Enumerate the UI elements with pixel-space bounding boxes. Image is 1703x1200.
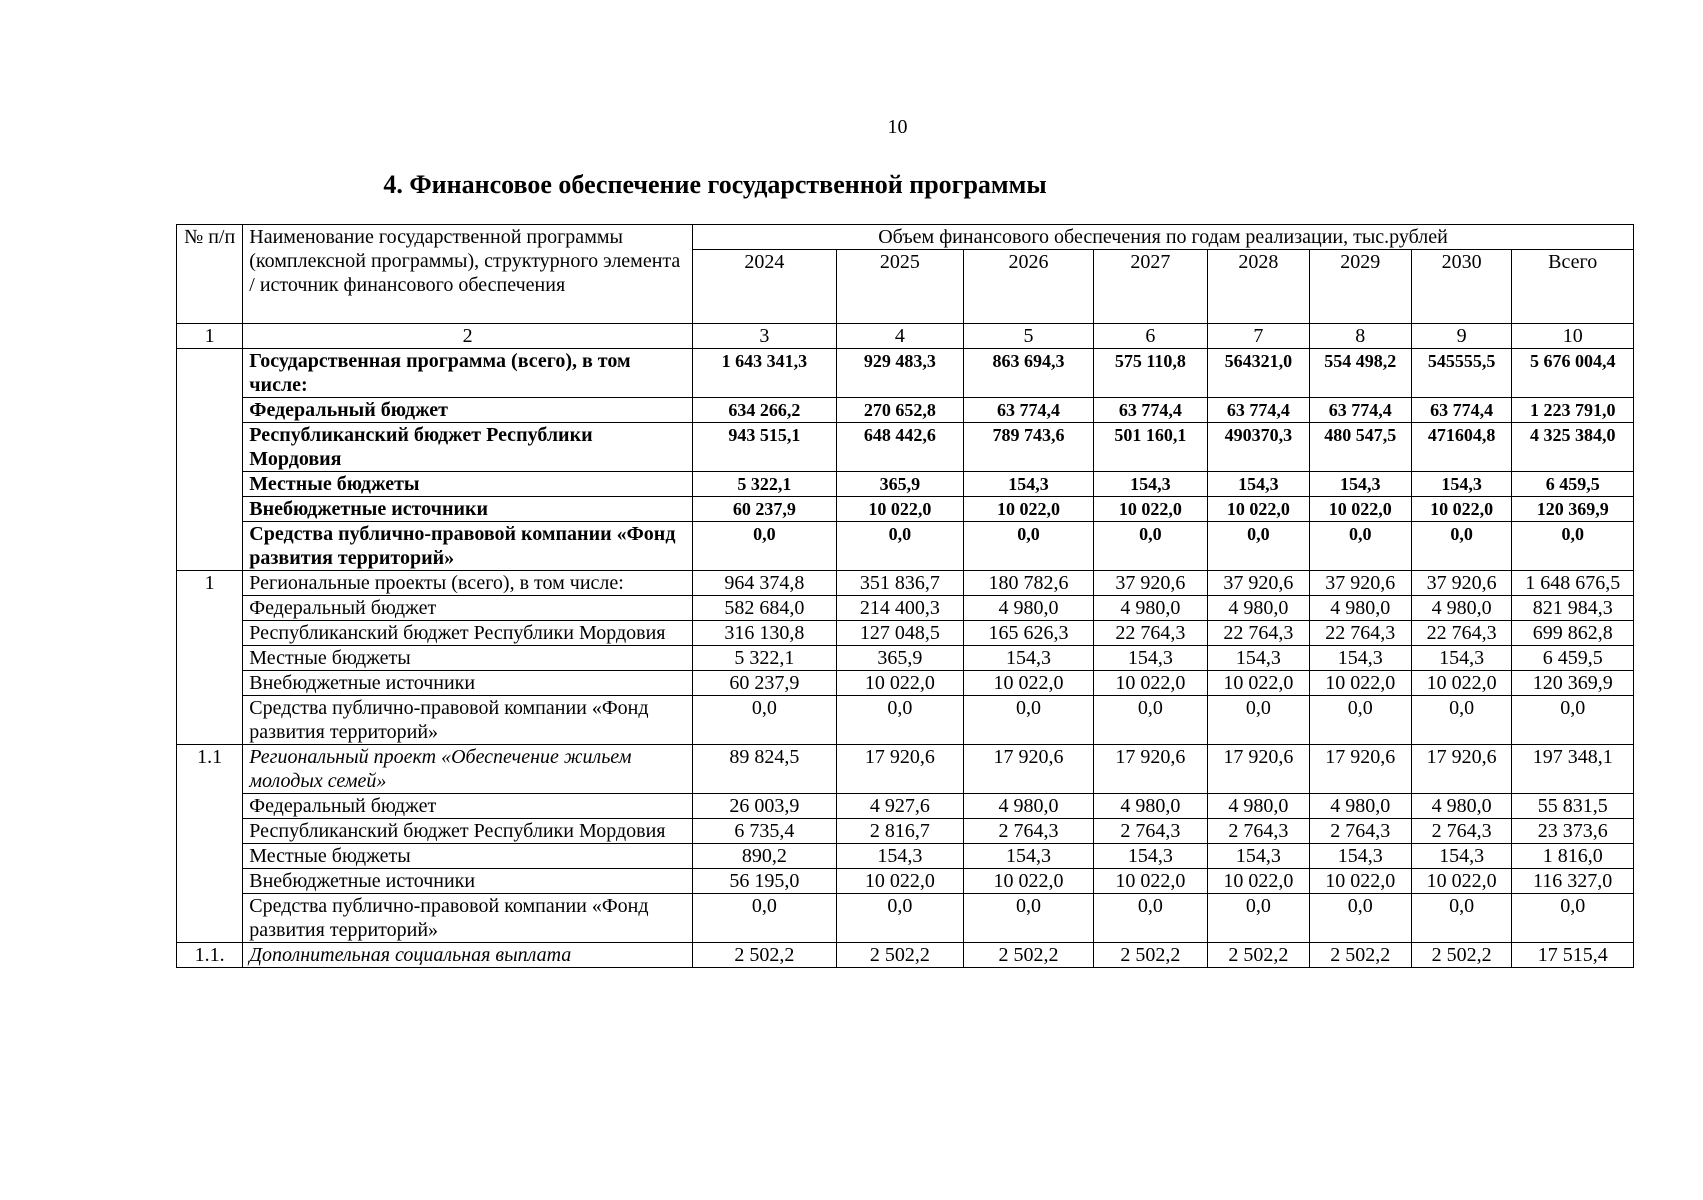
row-number bbox=[177, 349, 243, 571]
cell-value: 17 920,6 bbox=[836, 745, 964, 794]
row-name: Федеральный бюджет bbox=[243, 398, 693, 423]
cell-value: 2 502,2 bbox=[1411, 943, 1511, 968]
cell-value: 575 110,8 bbox=[1093, 349, 1207, 398]
table-row bbox=[177, 497, 1634, 522]
table-row bbox=[177, 423, 1634, 472]
cell-total: 1 816,0 bbox=[1512, 844, 1634, 869]
cell-value: 17 920,6 bbox=[1093, 745, 1207, 794]
cell-value: 154,3 bbox=[964, 646, 1094, 671]
row-name: Государственная программа (всего), в том числе: bbox=[243, 349, 693, 398]
cell-value: 4 980,0 bbox=[1309, 596, 1411, 621]
cell-value: 10 022,0 bbox=[836, 671, 964, 696]
cell-value: 10 022,0 bbox=[1208, 869, 1309, 894]
cell-value: 63 774,4 bbox=[1208, 398, 1309, 423]
cell-value: 154,3 bbox=[1208, 646, 1309, 671]
cell-value: 6 735,4 bbox=[693, 819, 837, 844]
cell-total: 0,0 bbox=[1512, 894, 1634, 943]
cell-value: 0,0 bbox=[1411, 894, 1511, 943]
header-year: 2026 bbox=[964, 250, 1094, 324]
table-row bbox=[177, 472, 1634, 497]
cell-total: 6 459,5 bbox=[1512, 646, 1634, 671]
cell-value: 22 764,3 bbox=[1309, 621, 1411, 646]
header-no: № п/п bbox=[177, 225, 243, 324]
cell-value: 10 022,0 bbox=[1208, 497, 1309, 522]
table-row bbox=[177, 869, 1634, 894]
cell-value: 10 022,0 bbox=[964, 671, 1094, 696]
table-row bbox=[177, 349, 1634, 398]
row-number: 1.1. bbox=[177, 943, 243, 968]
table-row bbox=[177, 522, 1634, 571]
cell-value: 214 400,3 bbox=[836, 596, 964, 621]
cell-value: 0,0 bbox=[836, 894, 964, 943]
cell-value: 154,3 bbox=[1411, 472, 1511, 497]
cell-value: 154,3 bbox=[964, 472, 1094, 497]
cell-value: 2 502,2 bbox=[836, 943, 964, 968]
cell-value: 22 764,3 bbox=[1093, 621, 1207, 646]
cell-value: 0,0 bbox=[1411, 522, 1511, 571]
header-total: Всего bbox=[1512, 250, 1634, 324]
cell-value: 564321,0 bbox=[1208, 349, 1309, 398]
cell-value: 490370,3 bbox=[1208, 423, 1309, 472]
cell-value: 10 022,0 bbox=[1208, 671, 1309, 696]
header-year: 2024 bbox=[693, 250, 837, 324]
column-number: 3 bbox=[693, 324, 837, 349]
cell-value: 63 774,4 bbox=[1309, 398, 1411, 423]
cell-value: 154,3 bbox=[1093, 472, 1207, 497]
cell-total: 23 373,6 bbox=[1512, 819, 1634, 844]
table-row bbox=[177, 621, 1634, 646]
cell-total: 120 369,9 bbox=[1512, 497, 1634, 522]
page-number: 10 bbox=[887, 116, 908, 138]
cell-total: 55 831,5 bbox=[1512, 794, 1634, 819]
table-row bbox=[177, 696, 1634, 745]
cell-value: 0,0 bbox=[1309, 894, 1411, 943]
cell-value: 0,0 bbox=[964, 696, 1094, 745]
column-number: 2 bbox=[243, 324, 693, 349]
cell-value: 154,3 bbox=[1309, 646, 1411, 671]
cell-value: 37 920,6 bbox=[1411, 571, 1511, 596]
column-number: 6 bbox=[1093, 324, 1207, 349]
header-year: 2029 bbox=[1309, 250, 1411, 324]
cell-value: 0,0 bbox=[693, 894, 837, 943]
cell-value: 4 980,0 bbox=[1208, 794, 1309, 819]
cell-value: 63 774,4 bbox=[1411, 398, 1511, 423]
cell-value: 2 502,2 bbox=[693, 943, 837, 968]
cell-total: 197 348,1 bbox=[1512, 745, 1634, 794]
table-row bbox=[177, 943, 1634, 968]
cell-value: 4 980,0 bbox=[1093, 794, 1207, 819]
cell-value: 154,3 bbox=[1093, 646, 1207, 671]
cell-total: 5 676 004,4 bbox=[1512, 349, 1634, 398]
row-name: Внебюджетные источники bbox=[243, 497, 693, 522]
cell-total: 6 459,5 bbox=[1512, 472, 1634, 497]
cell-value: 154,3 bbox=[1309, 844, 1411, 869]
cell-value: 863 694,3 bbox=[964, 349, 1094, 398]
cell-value: 180 782,6 bbox=[964, 571, 1094, 596]
cell-value: 63 774,4 bbox=[1093, 398, 1207, 423]
cell-total: 821 984,3 bbox=[1512, 596, 1634, 621]
cell-value: 545555,5 bbox=[1411, 349, 1511, 398]
cell-value: 10 022,0 bbox=[1309, 497, 1411, 522]
cell-value: 10 022,0 bbox=[836, 497, 964, 522]
column-number: 10 bbox=[1512, 324, 1634, 349]
cell-value: 0,0 bbox=[1093, 522, 1207, 571]
header-year: 2028 bbox=[1208, 250, 1309, 324]
header-group: Объем финансового обеспечения по годам реализации, тыс.рублей bbox=[693, 225, 1634, 250]
row-name: Средства публично-правовой компании «Фонд развития территорий» bbox=[243, 522, 693, 571]
cell-value: 2 764,3 bbox=[964, 819, 1094, 844]
cell-value: 0,0 bbox=[1309, 696, 1411, 745]
cell-value: 943 515,1 bbox=[693, 423, 837, 472]
row-name: Дополнительная социальная выплата bbox=[243, 943, 693, 968]
cell-value: 2 502,2 bbox=[1309, 943, 1411, 968]
cell-value: 4 980,0 bbox=[1411, 596, 1511, 621]
cell-value: 10 022,0 bbox=[1093, 671, 1207, 696]
row-name: Местные бюджеты bbox=[243, 646, 693, 671]
row-name: Средства публично-правовой компании «Фонд развития территорий» bbox=[243, 696, 693, 745]
cell-value: 56 195,0 bbox=[693, 869, 837, 894]
cell-value: 2 502,2 bbox=[964, 943, 1094, 968]
cell-value: 10 022,0 bbox=[964, 869, 1094, 894]
table-row bbox=[177, 646, 1634, 671]
cell-value: 154,3 bbox=[836, 844, 964, 869]
cell-value: 165 626,3 bbox=[964, 621, 1094, 646]
cell-value: 154,3 bbox=[1411, 844, 1511, 869]
cell-value: 634 266,2 bbox=[693, 398, 837, 423]
cell-total: 17 515,4 bbox=[1512, 943, 1634, 968]
cell-value: 60 237,9 bbox=[693, 497, 837, 522]
cell-total: 0,0 bbox=[1512, 696, 1634, 745]
cell-value: 2 764,3 bbox=[1309, 819, 1411, 844]
cell-value: 0,0 bbox=[693, 522, 837, 571]
cell-value: 0,0 bbox=[1093, 696, 1207, 745]
cell-value: 89 824,5 bbox=[693, 745, 837, 794]
cell-value: 0,0 bbox=[836, 522, 964, 571]
column-number-row bbox=[177, 324, 1634, 349]
cell-value: 154,3 bbox=[1208, 844, 1309, 869]
cell-value: 0,0 bbox=[964, 522, 1094, 571]
table-row bbox=[177, 819, 1634, 844]
column-number: 5 bbox=[964, 324, 1094, 349]
cell-value: 2 502,2 bbox=[1093, 943, 1207, 968]
cell-value: 0,0 bbox=[1411, 696, 1511, 745]
cell-value: 10 022,0 bbox=[1411, 671, 1511, 696]
cell-total: 4 325 384,0 bbox=[1512, 423, 1634, 472]
table-row bbox=[177, 671, 1634, 696]
cell-total: 1 648 676,5 bbox=[1512, 571, 1634, 596]
cell-value: 1 643 341,3 bbox=[693, 349, 837, 398]
cell-value: 10 022,0 bbox=[1093, 869, 1207, 894]
cell-value: 17 920,6 bbox=[964, 745, 1094, 794]
cell-total: 0,0 bbox=[1512, 522, 1634, 571]
row-name: Внебюджетные источники bbox=[243, 869, 693, 894]
cell-value: 4 980,0 bbox=[964, 794, 1094, 819]
row-name: Региональный проект «Обеспечение жильем молодых семей» bbox=[243, 745, 693, 794]
row-number: 1 bbox=[177, 571, 243, 745]
cell-value: 789 743,6 bbox=[964, 423, 1094, 472]
table-row bbox=[177, 571, 1634, 596]
row-number: 1.1 bbox=[177, 745, 243, 943]
cell-value: 0,0 bbox=[1208, 696, 1309, 745]
cell-value: 154,3 bbox=[1411, 646, 1511, 671]
cell-value: 17 920,6 bbox=[1411, 745, 1511, 794]
cell-value: 17 920,6 bbox=[1208, 745, 1309, 794]
cell-value: 0,0 bbox=[1309, 522, 1411, 571]
column-number: 7 bbox=[1208, 324, 1309, 349]
cell-value: 4 980,0 bbox=[1411, 794, 1511, 819]
column-number: 4 bbox=[836, 324, 964, 349]
table-row bbox=[177, 844, 1634, 869]
cell-value: 22 764,3 bbox=[1411, 621, 1511, 646]
cell-value: 0,0 bbox=[836, 696, 964, 745]
cell-value: 4 980,0 bbox=[964, 596, 1094, 621]
cell-value: 154,3 bbox=[1309, 472, 1411, 497]
table-row bbox=[177, 794, 1634, 819]
column-number: 9 bbox=[1411, 324, 1511, 349]
cell-value: 890,2 bbox=[693, 844, 837, 869]
cell-value: 2 764,3 bbox=[1093, 819, 1207, 844]
row-name: Местные бюджеты bbox=[243, 844, 693, 869]
row-name: Местные бюджеты bbox=[243, 472, 693, 497]
cell-value: 270 652,8 bbox=[836, 398, 964, 423]
table-row bbox=[177, 596, 1634, 621]
row-name: Региональные проекты (всего), в том числе: bbox=[243, 571, 693, 596]
cell-value: 17 920,6 bbox=[1309, 745, 1411, 794]
cell-value: 0,0 bbox=[1208, 894, 1309, 943]
row-name: Внебюджетные источники bbox=[243, 671, 693, 696]
cell-value: 0,0 bbox=[1093, 894, 1207, 943]
cell-value: 471604,8 bbox=[1411, 423, 1511, 472]
cell-value: 0,0 bbox=[964, 894, 1094, 943]
cell-value: 60 237,9 bbox=[693, 671, 837, 696]
cell-value: 4 980,0 bbox=[1208, 596, 1309, 621]
row-name: Федеральный бюджет bbox=[243, 596, 693, 621]
cell-value: 22 764,3 bbox=[1208, 621, 1309, 646]
row-name: Республиканский бюджет Республики Мордовия bbox=[243, 423, 693, 472]
column-number: 1 bbox=[177, 324, 243, 349]
cell-value: 501 160,1 bbox=[1093, 423, 1207, 472]
section-title: 4. Финансовое обеспечение государственной программы bbox=[383, 170, 1047, 199]
cell-value: 10 022,0 bbox=[1411, 497, 1511, 522]
cell-value: 554 498,2 bbox=[1309, 349, 1411, 398]
cell-total: 699 862,8 bbox=[1512, 621, 1634, 646]
financing-table bbox=[176, 224, 1634, 968]
cell-value: 964 374,8 bbox=[693, 571, 837, 596]
cell-value: 4 927,6 bbox=[836, 794, 964, 819]
cell-value: 929 483,3 bbox=[836, 349, 964, 398]
cell-total: 120 369,9 bbox=[1512, 671, 1634, 696]
cell-value: 154,3 bbox=[1093, 844, 1207, 869]
cell-value: 648 442,6 bbox=[836, 423, 964, 472]
row-name: Республиканский бюджет Республики Мордовия bbox=[243, 819, 693, 844]
cell-value: 154,3 bbox=[1208, 472, 1309, 497]
cell-value: 2 816,7 bbox=[836, 819, 964, 844]
cell-value: 0,0 bbox=[1208, 522, 1309, 571]
cell-value: 2 764,3 bbox=[1208, 819, 1309, 844]
cell-total: 1 223 791,0 bbox=[1512, 398, 1634, 423]
cell-value: 0,0 bbox=[693, 696, 837, 745]
cell-value: 365,9 bbox=[836, 646, 964, 671]
cell-value: 4 980,0 bbox=[1309, 794, 1411, 819]
table-row bbox=[177, 745, 1634, 794]
cell-value: 582 684,0 bbox=[693, 596, 837, 621]
cell-value: 10 022,0 bbox=[1309, 671, 1411, 696]
header-year: 2027 bbox=[1093, 250, 1207, 324]
row-name: Федеральный бюджет bbox=[243, 794, 693, 819]
cell-value: 10 022,0 bbox=[964, 497, 1094, 522]
header-name: Наименование государственной программы (комплексной программы), структурного элемента / источник финансового обеспечения bbox=[243, 225, 693, 324]
cell-value: 10 022,0 bbox=[1411, 869, 1511, 894]
header-year: 2030 bbox=[1411, 250, 1511, 324]
cell-value: 37 920,6 bbox=[1093, 571, 1207, 596]
cell-value: 63 774,4 bbox=[964, 398, 1094, 423]
table-row bbox=[177, 894, 1634, 943]
cell-value: 316 130,8 bbox=[693, 621, 837, 646]
cell-value: 5 322,1 bbox=[693, 646, 837, 671]
cell-value: 127 048,5 bbox=[836, 621, 964, 646]
row-name: Республиканский бюджет Республики Мордовия bbox=[243, 621, 693, 646]
table-row bbox=[177, 398, 1634, 423]
cell-value: 10 022,0 bbox=[1093, 497, 1207, 522]
cell-value: 154,3 bbox=[964, 844, 1094, 869]
cell-value: 5 322,1 bbox=[693, 472, 837, 497]
cell-total: 116 327,0 bbox=[1512, 869, 1634, 894]
cell-value: 2 764,3 bbox=[1411, 819, 1511, 844]
cell-value: 37 920,6 bbox=[1208, 571, 1309, 596]
header-year: 2025 bbox=[836, 250, 964, 324]
cell-value: 351 836,7 bbox=[836, 571, 964, 596]
column-number: 8 bbox=[1309, 324, 1411, 349]
cell-value: 365,9 bbox=[836, 472, 964, 497]
cell-value: 2 502,2 bbox=[1208, 943, 1309, 968]
cell-value: 10 022,0 bbox=[836, 869, 964, 894]
row-name: Средства публично-правовой компании «Фонд развития территорий» bbox=[243, 894, 693, 943]
cell-value: 480 547,5 bbox=[1309, 423, 1411, 472]
cell-value: 10 022,0 bbox=[1309, 869, 1411, 894]
cell-value: 26 003,9 bbox=[693, 794, 837, 819]
cell-value: 4 980,0 bbox=[1093, 596, 1207, 621]
cell-value: 37 920,6 bbox=[1309, 571, 1411, 596]
